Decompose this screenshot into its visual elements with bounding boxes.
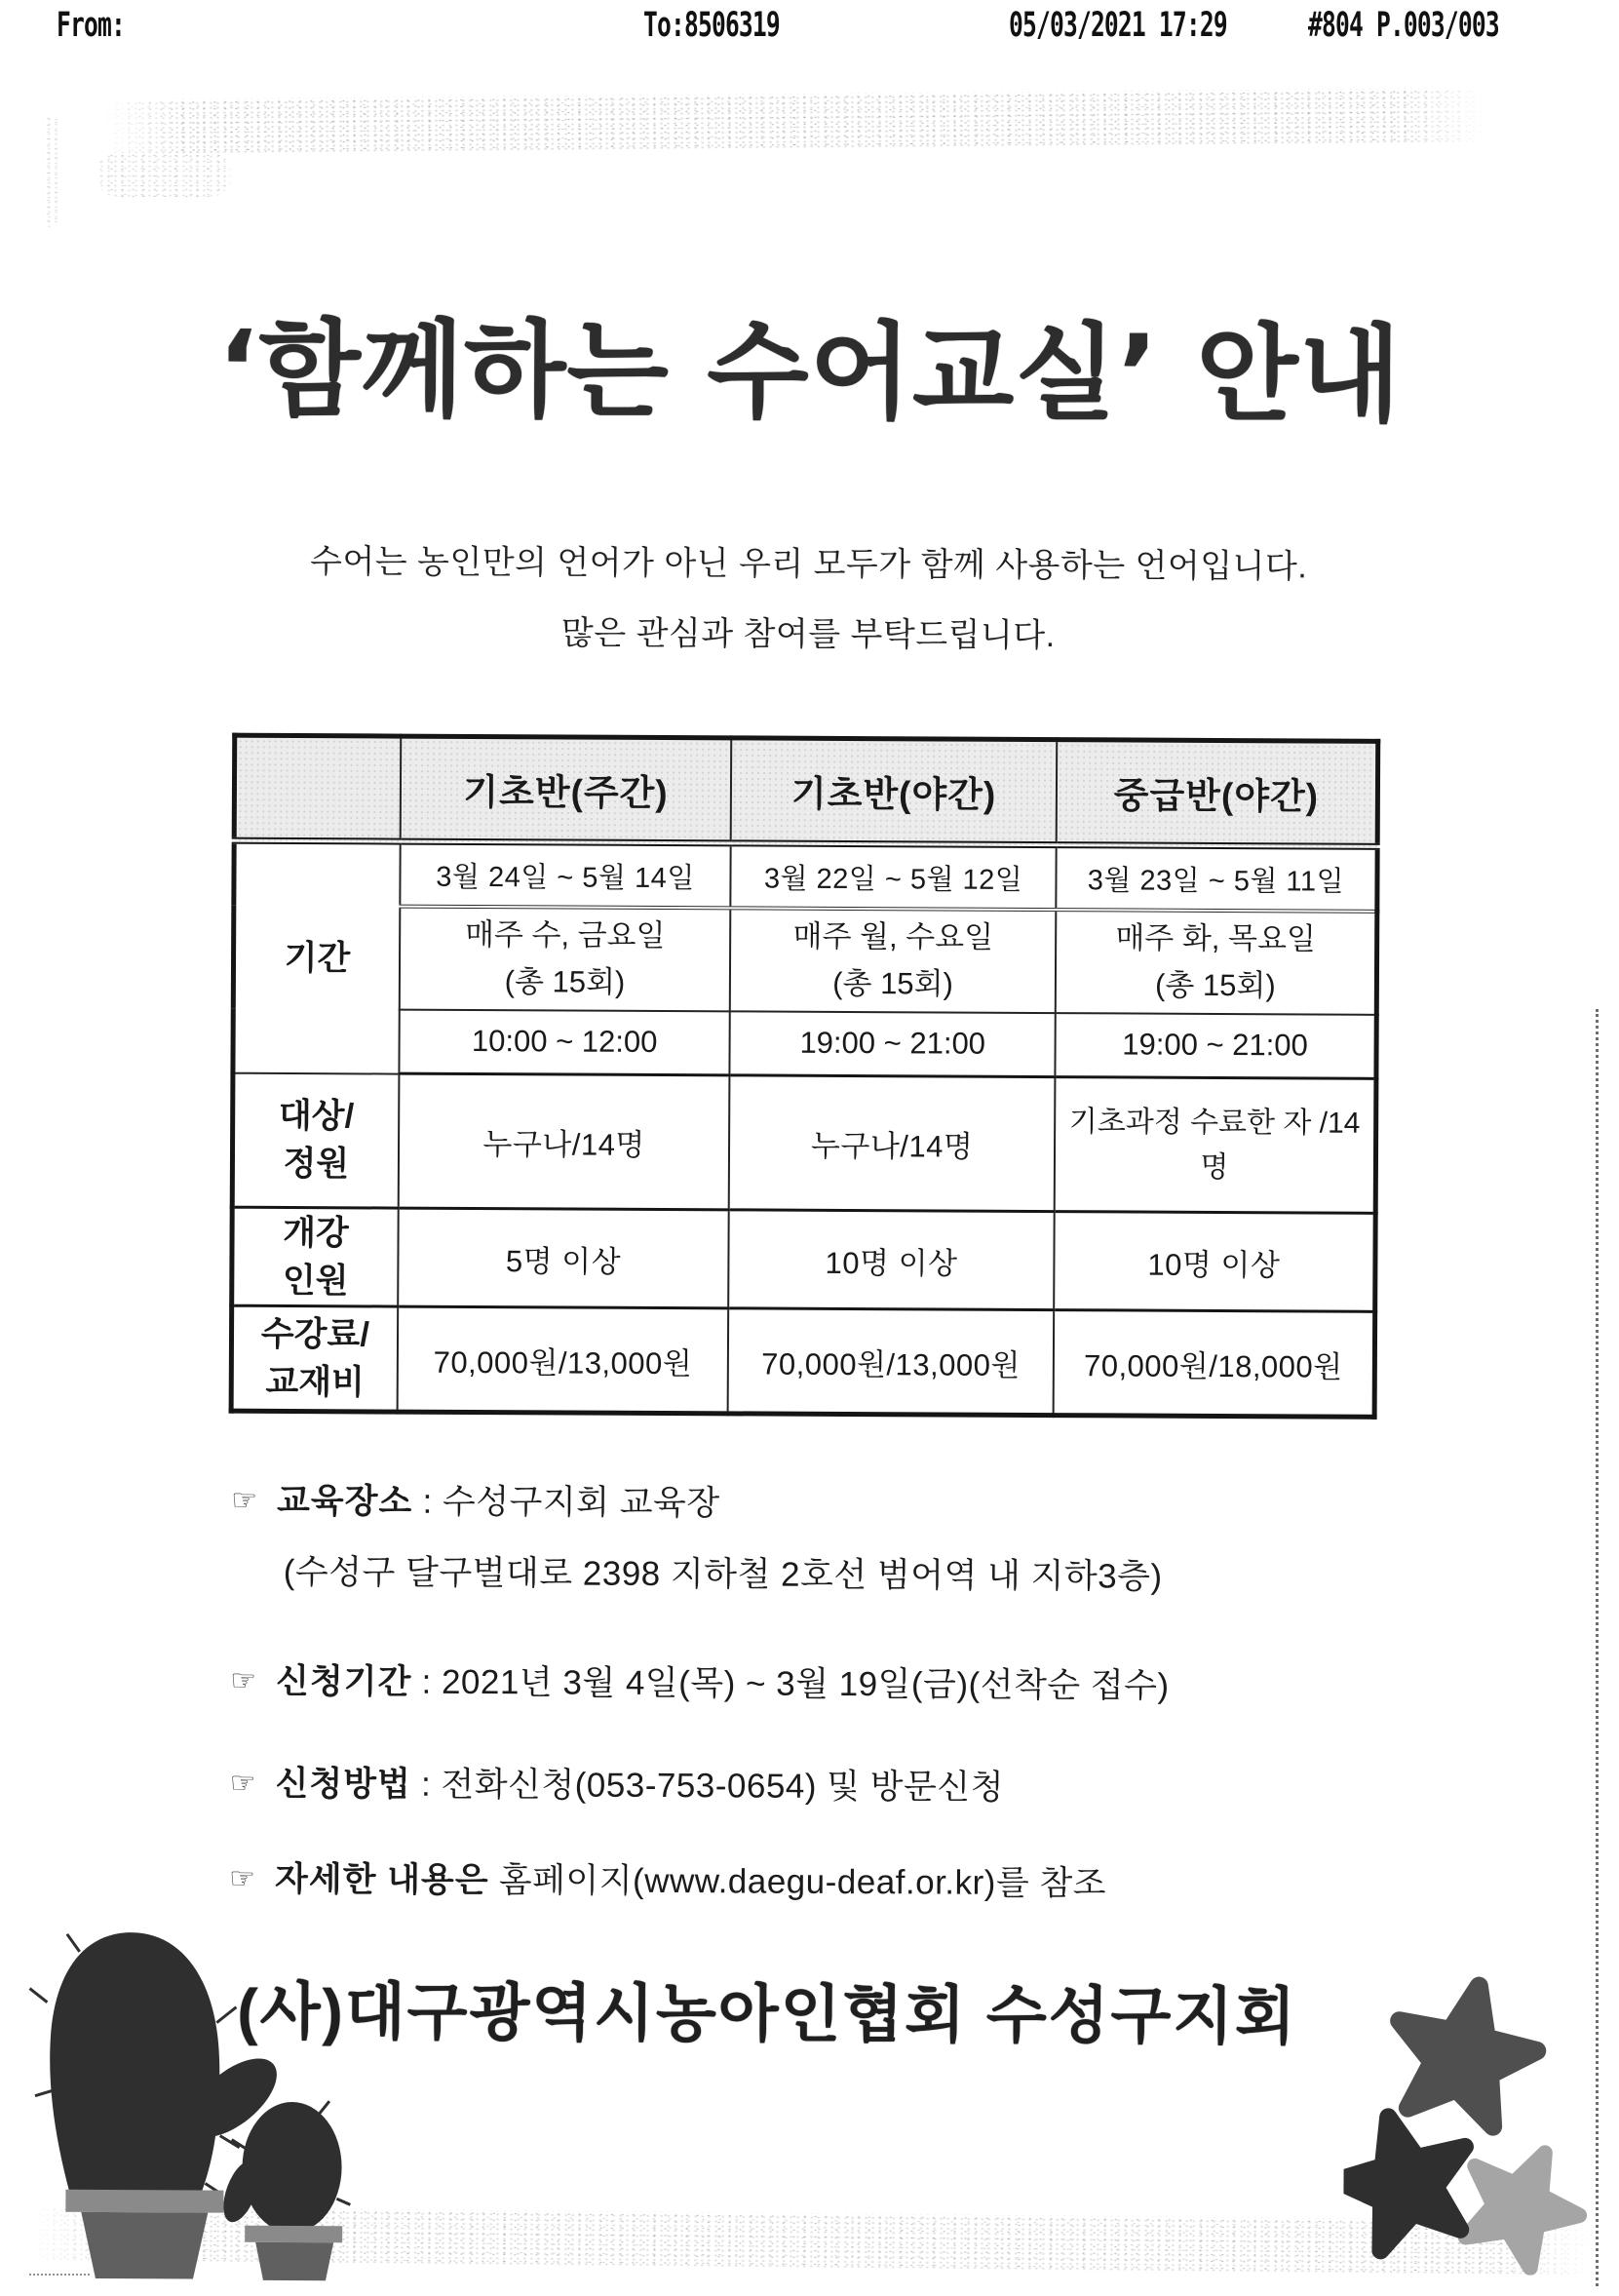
row-label-period: 기간 [233, 840, 401, 1073]
column-header-basic-day: 기초반(주간) [400, 736, 731, 843]
note-application-period [230, 1654, 1170, 1708]
period-time-cell: 19:00 ~ 21:00 [1055, 1013, 1376, 1079]
table-header-row [234, 735, 1378, 846]
pointing-hand-icon: ☞ [229, 1862, 256, 1895]
period-days-row [233, 905, 1377, 1014]
note-text: 홈페이지(www.daegu-deaf.or.kr)를 참조 [498, 1861, 1107, 1903]
note-location-address: (수성구 달구벌대로 2398 지하철 2호선 범어역 내 지하3층) [283, 1552, 1163, 1596]
note-label: 교육장소 [276, 1481, 413, 1521]
sessions-text: (총 15회) [504, 964, 626, 999]
organization-name: (사)대구광역시농아인협회 수성구지회 [237, 1975, 1298, 2052]
period-days-cell [400, 906, 731, 1011]
pointing-hand-icon: ☞ [231, 1484, 258, 1517]
stars-illustration [1343, 1970, 1591, 2276]
row-label-fee [231, 1305, 398, 1412]
period-days-cell [1056, 910, 1377, 1015]
period-dates-cell: 3월 22일 ~ 5월 12일 [731, 843, 1057, 910]
pointing-hand-icon: ☞ [229, 1767, 256, 1800]
note-separator [489, 1861, 499, 1899]
note-text: 2021년 3월 4일(목) ~ 3월 19일(금)(선착순 접수) [441, 1662, 1170, 1705]
period-days-cell [730, 908, 1056, 1013]
period-time-cell: 10:00 ~ 12:00 [399, 1009, 730, 1075]
cactus-illustration [24, 1905, 358, 2287]
period-dates-cell: 3월 23일 ~ 5월 11일 [1056, 845, 1377, 912]
fax-to-number: To:8506319 [643, 6, 780, 46]
sessions-text: (총 15회) [832, 965, 953, 1001]
intro-line-1: 수어는 농인만의 언어가 아닌 우리 모두가 함께 사용하는 언어입니다. [310, 543, 1308, 586]
min-enrollment-cell: 10명 이상 [729, 1210, 1055, 1310]
note-website [229, 1852, 1106, 1906]
note-separator: : [410, 1765, 442, 1804]
fee-cell: 70,000원/13,000원 [397, 1306, 728, 1414]
note-application-method [230, 1757, 1005, 1810]
row-label-fee-line1: 수강료/ [260, 1314, 370, 1354]
row-label-min-line1: 개강 [283, 1213, 349, 1253]
fax-from-label: From: [57, 6, 125, 46]
row-label-target-line1: 대상/ [278, 1097, 355, 1136]
days-text: 매주 월, 수요일 [792, 918, 994, 954]
class-schedule-table [229, 733, 1381, 1420]
column-header-intermediate-night: 중급반(야간) [1057, 740, 1378, 847]
min-enrollment-cell: 5명 이상 [398, 1208, 729, 1308]
min-enrollment-row [232, 1207, 1376, 1311]
period-times-row [233, 1008, 1376, 1078]
fee-row [231, 1305, 1375, 1417]
note-label: 자세한 내용은 [274, 1859, 489, 1900]
period-dates-cell: 3월 24일 ~ 5월 14일 [400, 841, 731, 908]
row-label-target [232, 1072, 399, 1208]
period-dates-row [234, 840, 1377, 911]
column-header-basic-night: 기초반(야간) [731, 738, 1057, 845]
note-label: 신청방법 [275, 1764, 411, 1804]
pointing-hand-icon: ☞ [230, 1664, 257, 1697]
fee-cell: 70,000원/18,000원 [1054, 1310, 1375, 1418]
days-text: 매주 화, 목요일 [1115, 920, 1316, 956]
target-capacity-row [232, 1072, 1376, 1213]
days-text: 매주 수, 금요일 [464, 916, 666, 953]
note-label: 신청기간 [275, 1661, 412, 1701]
period-time-cell: 19:00 ~ 21:00 [730, 1011, 1056, 1077]
min-enrollment-cell: 10명 이상 [1054, 1212, 1375, 1312]
row-label-fee-line2: 교재비 [265, 1362, 365, 1402]
fee-cell: 70,000원/13,000원 [728, 1308, 1054, 1416]
note-text: 전화신청(053-753-0654) 및 방문신청 [441, 1765, 1005, 1807]
intro-paragraph [0, 525, 1618, 674]
note-separator: : [411, 1662, 443, 1701]
note-separator: : [412, 1482, 443, 1521]
note-text: 수성구지회 교육장 [442, 1482, 720, 1523]
target-cell: 누구나/14명 [398, 1073, 729, 1210]
sessions-text: (총 15회) [1154, 967, 1276, 1003]
row-label-min-enrollment [232, 1207, 399, 1306]
target-cell: 누구나/14명 [729, 1075, 1055, 1212]
row-label-target-line2: 정원 [283, 1145, 350, 1184]
intro-line-2: 많은 관심과 참여를 부탁드립니다. [560, 614, 1056, 655]
table-corner-cell [234, 735, 401, 841]
fax-page-counter: #804 P.003/003 [1308, 6, 1499, 46]
target-cell: 기초과정 수료한 자 /14명 [1055, 1077, 1376, 1214]
fax-datetime: 05/03/2021 17:29 [1009, 6, 1227, 46]
note-location [231, 1474, 720, 1526]
page-title: ‘함께하는 수어교실’ 안내 [217, 308, 1403, 437]
row-label-min-line2: 인원 [282, 1261, 349, 1301]
